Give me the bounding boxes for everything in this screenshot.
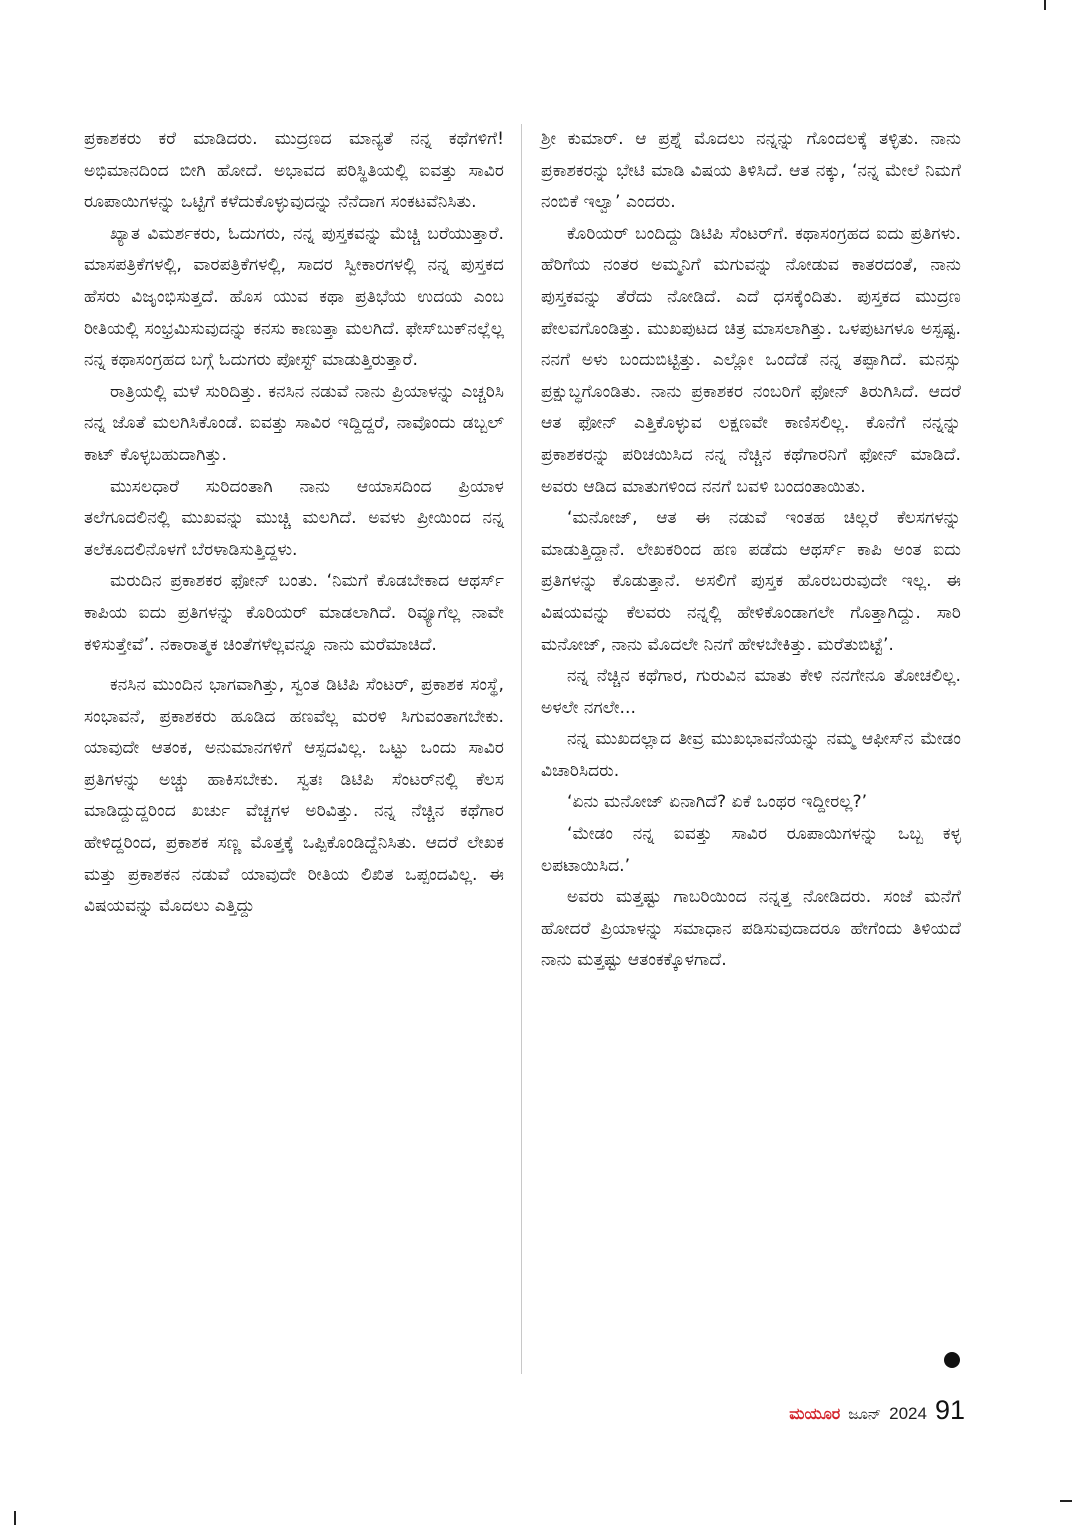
- crop-mark-bottom-right: [1060, 1500, 1072, 1502]
- paragraph: ಖ್ಯಾತ ವಿಮರ್ಶಕರು, ಓದುಗರು, ನನ್ನ ಪುಸ್ತಕವನ್ನು ಮೆಚ್ಚಿ ಬರೆಯುತ್ತಾರೆ. ಮಾಸಪತ್ರಿಕೆಗಳಲ್ಲಿ, ವಾರಪತ್ರಿಕೆಗಳಲ್ಲಿ, ಸಾದರ ಸ್ವೀಕಾರಗಳಲ್ಲಿ ನನ್ನ ಪುಸ್ತಕದ ಹೆಸರು ವಿಜೃಂಭಿಸುತ್ತದೆ. ಹೊಸ ಯುವ ಕಥಾ ಪ್ರತಿಭೆಯ ಉದಯ ಎಂಬ ರೀತಿಯಲ್ಲಿ ಸಂಭ್ರಮಿಸುವುದನ್ನು ಕನಸು ಕಾಣುತ್ತಾ ಮಲಗಿದೆ. ಫೇಸ್‌ಬುಕ್‌ನಲ್ಲೆಲ್ಲ ನನ್ನ ಕಥಾಸಂಗ್ರಹದ ಬಗ್ಗೆ ಓದುಗರು ಪೋಸ್ಟ್ ಮಾಡುತ್ತಿರುತ್ತಾರೆ.: [84, 223, 504, 371]
- paragraph: ಕನಸಿನ ಮುಂದಿನ ಭಾಗವಾಗಿತ್ತು, ಸ್ವಂತ ಡಿಟಿಪಿ ಸೆಂಟರ್, ಪ್ರಕಾಶಕ ಸಂಸ್ಥೆ, ಸಂಭಾವನೆ, ಪ್ರಕಾಶಕರು ಹೂಡಿದ ಹಣವೆಲ್ಲ ಮರಳಿ ಸಿಗುವಂತಾಗಬೇಕು. ಯಾವುದೇ ಆತಂಕ, ಅನುಮಾನಗಳಿಗೆ ಆಸ್ಪದವಿಲ್ಲ. ಒಟ್ಟು ಒಂದು ಸಾವಿರ ಪ್ರತಿಗಳನ್ನು ಅಚ್ಚು ಹಾಕಿಸಬೇಕು. ಸ್ವತಃ ಡಿಟಿಪಿ ಸೆಂಟರ್‌ನಲ್ಲಿ ಕೆಲಸ ಮಾಡಿದ್ದುದ್ದರಿಂದ ಖರ್ಚು ವೆಚ್ಚಗಳ ಅರಿವಿತ್ತು. ನನ್ನ ನೆಚ್ಚಿನ ಕಥೆಗಾರ ಹೇಳಿದ್ದರಿಂದ, ಪ್ರಕಾಶಕ ಸಣ್ಣ ಮೊತ್ತಕ್ಕೆ ಒಪ್ಪಿಕೊಂಡಿದ್ದೆನಿಸಿತು. ಆದರೆ ಲೇಖಕ ಮತ್ತು ಪ್ರಕಾಶಕನ ನಡುವೆ ಯಾವುದೇ ರೀತಿಯ ಲಿಖಿತ ಒಪ್ಪಂದವಿಲ್ಲ. ಈ ವಿಷಯವನ್ನು ಮೊದಲು ಎತ್ತಿದ್ದು: [84, 675, 504, 917]
- magazine-logo: ಮಯೂರ: [789, 1404, 841, 1423]
- paragraph: ಮುಸಲಧಾರೆ ಸುರಿದಂತಾಗಿ ನಾನು ಆಯಾಸದಿಂದ ಪ್ರಿಯಾಳ ತಲೆಗೂದಲಿನಲ್ಲಿ ಮುಖವನ್ನು ಮುಚ್ಚಿ ಮಲಗಿದೆ. ಅವಳು ಪ್ರೀಯಿಂದ ನನ್ನ ತಲೆಕೂದಲಿನೊಳಗೆ ಬೆರಳಾಡಿಸುತ್ತಿದ್ದಳು.: [84, 476, 504, 560]
- paragraph: ಶ್ರೀ ಕುಮಾರ್. ಆ ಪ್ರಶ್ನೆ ಮೊದಲು ನನ್ನನ್ನು ಗೊಂದಲಕ್ಕೆ ತಳ್ಳಿತು. ನಾನು ಪ್ರಕಾಶಕರನ್ನು ಭೇಟಿ ಮಾಡಿ ವಿಷಯ ತಿಳಿಸಿದೆ. ಆತ ನಕ್ಕು, ‘ನನ್ನ ಮೇಲೆ ನಿಮಗೆ ನಂಬಿಕೆ ಇಲ್ವಾ’ ಎಂದರು.: [541, 129, 961, 213]
- issue-month: ಜೂನ್: [848, 1405, 882, 1423]
- paragraph: ‘ಮೇಡಂ ನನ್ನ ಐವತ್ತು ಸಾವಿರ ರೂಪಾಯಿಗಳನ್ನು ಒಬ್ಬ ಕಳ್ಳ ಲಪಟಾಯಿಸಿದ.’: [541, 824, 961, 876]
- paragraph: ಪ್ರಕಾಶಕರು ಕರೆ ಮಾಡಿದರು. ಮುದ್ರಣದ ಮಾನ್ಯತೆ ನನ್ನ ಕಥೆಗಳಿಗೆ! ಅಭಿಮಾನದಿಂದ ಬೀಗಿ ಹೋದೆ. ಅಭಾವದ ಪರಿಸ್ಥಿತಿಯಲ್ಲಿ ಐವತ್ತು ಸಾವಿರ ರೂಪಾಯಿಗಳನ್ನು ಒಟ್ಟಿಗೆ ಕಳೆದುಕೊಳ್ಳುವುದನ್ನು ನೆನೆದಾಗ ಸಂಕಟವೆನಿಸಿತು.: [84, 129, 504, 213]
- paragraph: ಮರುದಿನ ಪ್ರಕಾಶಕರ ಫೋನ್ ಬಂತು. ‘ನಿಮಗೆ ಕೊಡಬೇಕಾದ ಆಥರ್ಸ್ ಕಾಪಿಯ ಐದು ಪ್ರತಿಗಳನ್ನು ಕೊರಿಯರ್ ಮಾಡಲಾಗಿದೆ. ರಿವ್ಯೂಗೆಲ್ಲ ನಾವೇ ಕಳಿಸುತ್ತೇವೆ’. ನಕಾರಾತ್ಮಕ ಚಿಂತೆಗಳೆಲ್ಲವನ್ನೂ ನಾನು ಮರೆಮಾಚಿದೆ.: [84, 571, 504, 655]
- page-number: 91: [934, 1395, 965, 1425]
- article-column-right: [541, 124, 961, 977]
- paragraph: ‘ಏನು ಮನೋಜ್ ಏನಾಗಿದೆ? ಏಕೆ ಒಂಥರ ಇದ್ದೀರಲ್ಲ?’: [567, 792, 868, 813]
- page-footer: [755, 1395, 965, 1427]
- paragraph: ಅವರು ಮತ್ತಷ್ಟು ಗಾಬರಿಯಿಂದ ನನ್ನತ್ತ ನೋಡಿದರು. ಸಂಜೆ ಮನೆಗೆ ಹೋದರೆ ಪ್ರಿಯಾಳನ್ನು ಸಮಾಧಾನ ಪಡಿಸುವುದಾದರೂ ಹೇಗೆಂದು ತಿಳಿಯದೆ ನಾನು ಮತ್ತಷ್ಟು ಆತಂಕಕ್ಕೊಳಗಾದೆ.: [541, 887, 961, 971]
- crop-mark-top-right: [1044, 0, 1046, 10]
- paragraph: ‘ಮನೋಜ್, ಆತ ಈ ನಡುವೆ ಇಂತಹ ಚಿಲ್ಲರೆ ಕೆಲಸಗಳನ್ನು ಮಾಡುತ್ತಿದ್ದಾನೆ. ಲೇಖಕರಿಂದ ಹಣ ಪಡೆದು ಆಥರ್ಸ್ ಕಾಪಿ ಅಂತ ಐದು ಪ್ರತಿಗಳನ್ನು ಕೊಡುತ್ತಾನೆ. ಅಸಲಿಗೆ ಪುಸ್ತಕ ಹೊರಬರುವುದೇ ಇಲ್ಲ. ಈ ವಿಷಯವನ್ನು ಕೆಲವರು ನನ್ನಲ್ಲಿ ಹೇಳಿಕೊಂಡಾಗಲೇ ಗೊತ್ತಾಗಿದ್ದು. ಸಾರಿ ಮನೋಜ್, ನಾನು ಮೊದಲೇ ನಿನಗೆ ಹೇಳಬೇಕಿತ್ತು. ಮರೆತುಬಿಟ್ಟೆ’.: [541, 508, 961, 655]
- crop-mark-bottom-left: [14, 1511, 16, 1525]
- paragraph: ಕೊರಿಯರ್ ಬಂದಿದ್ದು ಡಿಟಿಪಿ ಸೆಂಟರ್‌ಗೆ. ಕಥಾಸಂಗ್ರಹದ ಐದು ಪ್ರತಿಗಳು. ಹೆರಿಗೆಯ ನಂತರ ಅಮ್ಮನಿಗೆ ಮಗುವನ್ನು ನೋಡುವ ಕಾತರದಂತೆ, ನಾನು ಪುಸ್ತಕವನ್ನು ತೆರೆದು ನೋಡಿದೆ. ಎದೆ ಧಸಕ್ಕೆಂದಿತು. ಪುಸ್ತಕದ ಮುದ್ರಣ ಪೇಲವಗೊಂಡಿತ್ತು. ಮುಖಪುಟದ ಚಿತ್ರ ಮಾಸಲಾಗಿತ್ತು. ಒಳಪುಟಗಳೂ ಅಸ್ಪಷ್ಟ. ನನಗೆ ಅಳು ಬಂದುಬಿಟ್ಟಿತ್ತು. ಎಲ್ಲೋ ಒಂದೆಡೆ ನನ್ನ ತಪ್ಪಾಗಿದೆ. ಮನಸ್ಸು ಪ್ರಕ್ಷುಬ್ಧಗೊಂಡಿತು. ನಾನು ಪ್ರಕಾಶಕರ ನಂಬರಿಗೆ ಫೋನ್ ತಿರುಗಿಸಿದೆ. ಆದರೆ ಆತ ಫೋನ್ ಎತ್ತಿಕೊಳ್ಳುವ ಲಕ್ಷಣವೇ ಕಾಣಿಸಲಿಲ್ಲ. ಕೊನೆಗೆ ನನ್ನನ್ನು ಪ್ರಕಾಶಕರನ್ನು ಪರಿಚಯಿಸಿದ ನನ್ನ ನೆಚ್ಚಿನ ಕಥೆಗಾರನಿಗೆ ಫೋನ್ ಮಾಡಿದೆ. ಅವರು ಆಡಿದ ಮಾತುಗಳಿಂದ ನನಗೆ ಬವಳಿ ಬಂದಂತಾಯಿತು.: [541, 223, 961, 497]
- article-column-left: [84, 124, 504, 923]
- issue-year: 2024: [889, 1404, 927, 1423]
- paragraph: ರಾತ್ರಿಯಲ್ಲಿ ಮಳೆ ಸುರಿದಿತ್ತು. ಕನಸಿನ ನಡುವೆ ನಾನು ಪ್ರಿಯಾಳನ್ನು ಎಚ್ಚರಿಸಿ ನನ್ನ ಜೊತೆ ಮಲಗಿಸಿಕೊಂಡೆ. ಐವತ್ತು ಸಾವಿರ ಇದ್ದಿದ್ದರೆ, ನಾವೊಂದು ಡಬ್ಬಲ್ ಕಾಟ್ ಕೊಳ್ಳಬಹುದಾಗಿತ್ತು.: [84, 381, 504, 465]
- column-divider: [521, 124, 522, 1374]
- paragraph: ನನ್ನ ನೆಚ್ಚಿನ ಕಥೆಗಾರ, ಗುರುವಿನ ಮಾತು ಕೇಳಿ ನನಗೇನೂ ತೋಚಲಿಲ್ಲ. ಅಳಲೇ ನಗಲೇ...: [541, 666, 961, 718]
- end-of-story-bullet-icon: [944, 1352, 960, 1368]
- paragraph: ನನ್ನ ಮುಖದಲ್ಲಾದ ತೀವ್ರ ಮುಖಭಾವನೆಯನ್ನು ನಮ್ಮ ಆಫೀಸ್‌ನ ಮೇಡಂ ವಿಚಾರಿಸಿದರು.: [541, 729, 961, 781]
